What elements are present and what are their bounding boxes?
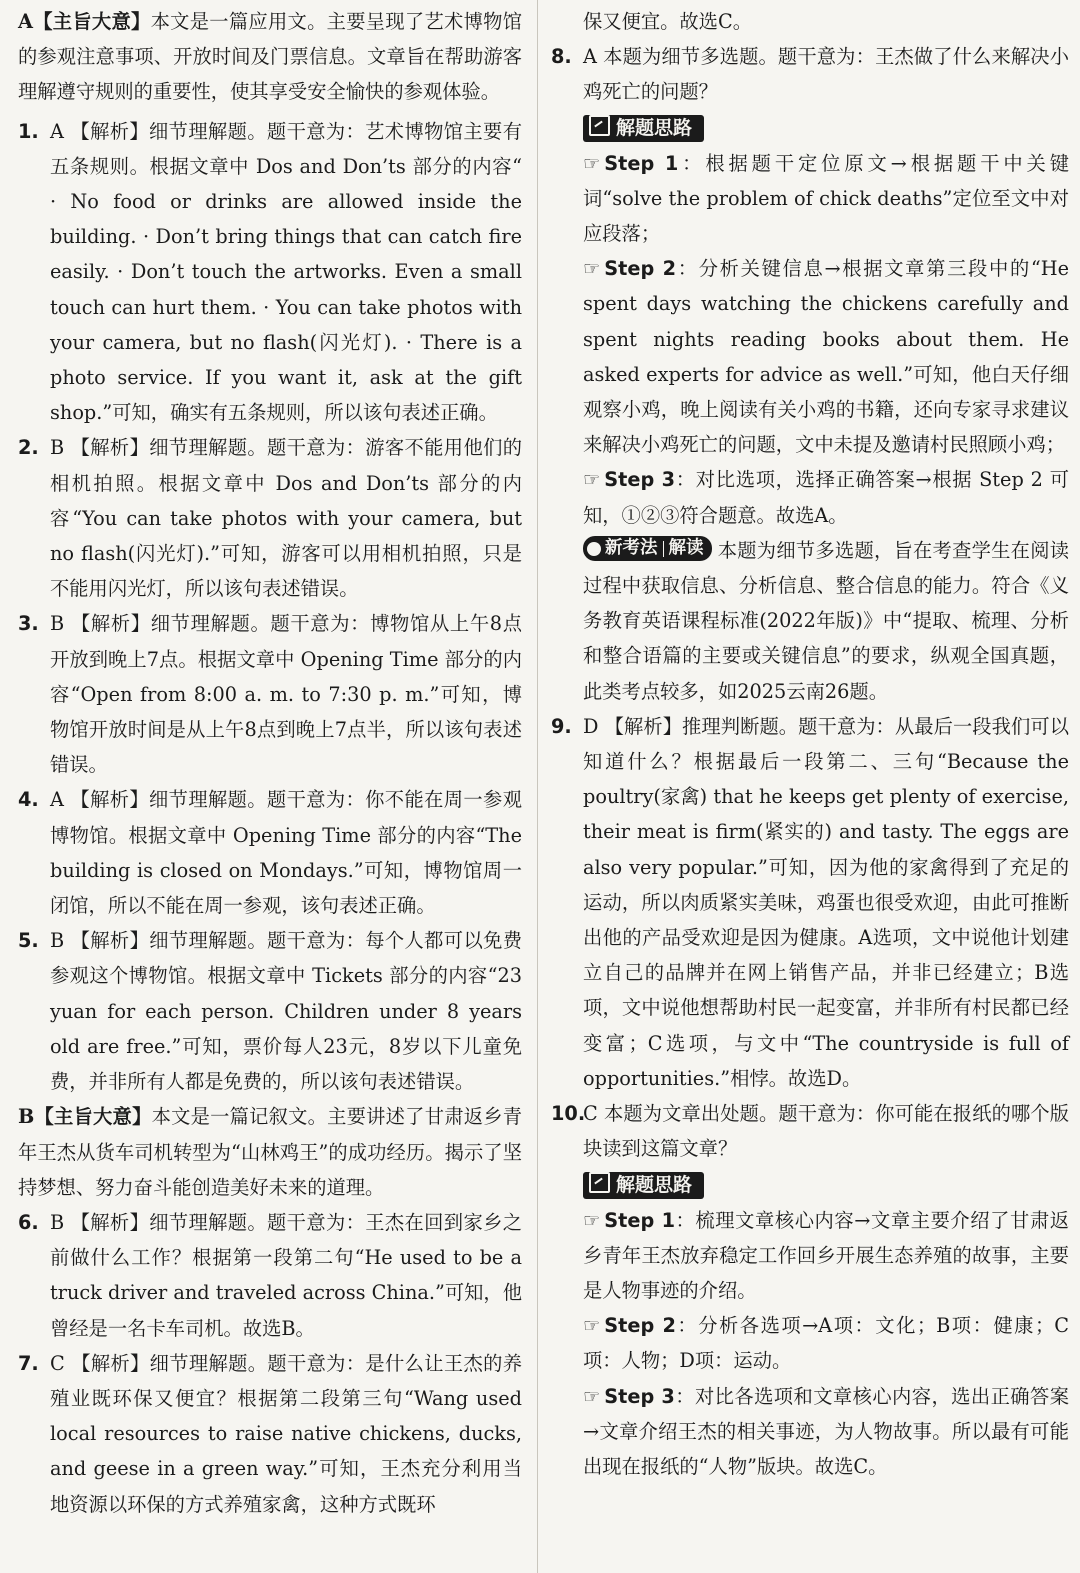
section-b-tag: B【主旨大意】 xyxy=(18,1105,152,1129)
step-3: ☞ Step 3：对比各选项和文章核心内容，选出正确答案→文章介绍王杰的相关事迹，为人物故事。所以最有可能出现在报纸的“人物”版块。故选C。 xyxy=(583,1384,1069,1478)
location-pin-icon xyxy=(587,542,601,556)
item-text: B 【解析】细节理解题。题干意为：每个人都可以免费参观这个博物馆。根据文章中 Tickets 部分的内容“23 yuan for each person. Children under 8 years old are free.”可知，票价每人23元，8岁以下儿童免费，并非所有人都是免费的，所以该句表述错误。 xyxy=(50,929,522,1094)
step-1: ☞ Step 1：根据题干定位原文→根据题干中关键词“solve the problem of chick deaths”定位至文中对应段落； xyxy=(583,151,1069,246)
pointing-hand-icon: ☞ xyxy=(583,1208,601,1232)
item-number: 6. xyxy=(18,1210,39,1234)
step-2: ☞ Step 2：分析关键信息→根据文章第三段中的“He spent days watching the chickens carefully and spent nights reading books about them. He asked experts for advice as well.”可知，他白天仔细观察小鸡，晚上阅读有关小鸡的书籍，还向专家寻求建议来解决小鸡死亡的问题，文中未提及邀请村民照顾小鸡； xyxy=(583,257,1069,457)
answer-item-3 xyxy=(18,606,522,782)
section-a-tag: A【主旨大意】 xyxy=(18,10,151,33)
item-number: 4. xyxy=(18,788,39,812)
step-2: ☞ Step 2：分析各选项→A项：文化；B项：健康；C项：人物；D项：运动。 xyxy=(583,1314,1069,1373)
right-column xyxy=(551,4,1069,1484)
item-number: 9. xyxy=(551,714,572,738)
new-exam-note xyxy=(583,533,1069,709)
item-number: 1. xyxy=(18,119,39,143)
left-column xyxy=(18,4,522,1522)
pointing-hand-icon: ☞ xyxy=(583,257,601,281)
section-b-text: 本文是一篇记叙文。主要讲述了甘肃返乡青年王杰从货车司机转型为“山林鸡王”的成功经历。揭示了坚持梦想、努力奋斗能创造美好未来的道理。 xyxy=(18,1105,523,1199)
answer-item-4 xyxy=(18,782,522,923)
answer-item-6 xyxy=(18,1205,522,1346)
answer-item-10 xyxy=(551,1096,1069,1484)
item-text: A 本题为细节多选题。题干意为：王杰做了什么来解决小鸡死亡的问题？ xyxy=(583,45,1069,104)
pointing-hand-icon: ☞ xyxy=(583,151,601,175)
pointing-hand-icon: ☞ xyxy=(583,1384,601,1408)
answer-item-1 xyxy=(18,114,522,431)
answer-item-7 xyxy=(18,1346,522,1522)
answer-item-5 xyxy=(18,923,522,1099)
item-text: D 【解析】推理判断题。题干意为：从最后一段我们可以知道什么？根据最后一段第二、三句“Because the poultry(家禽) that he keeps get plenty of exercise, their meat is firm(紧实的) and tasty. The eggs are also very popular.”可知，因为他的家禽得到了充足的运动，所以肉质紧实美味，鸡蛋也很受欢迎，由此可推断出他的产品受欢迎是因为健康。A选项，文中说他计划建立自己的品牌并在网上销售产品，并非已经建立；B选项，文中说他想帮助村民一起变富，并非所有村民都已经变富；C选项，与文中“The countryside is full of opportunities.”相悖。故选D。 xyxy=(583,714,1069,1090)
item-text: A 【解析】细节理解题。题干意为：你不能在周一参观博物馆。根据文章中 Opening Time 部分的内容“The building is closed on Mondays.”可知，博物馆周一闭馆，所以不能在周一参观，该句表述正确。 xyxy=(50,788,522,918)
new-exam-badge: 新考法 解读 xyxy=(583,536,712,561)
item-number: 7. xyxy=(18,1351,39,1375)
section-a-summary xyxy=(18,4,522,110)
item-text: B 【解析】细节理解题。题干意为：王杰在回到家乡之前做什么工作？根据第一段第二句“He used to be a truck driver and traveled across China.”可知，他曾经是一名卡车司机。故选B。 xyxy=(50,1210,522,1340)
item-number: 10. xyxy=(551,1102,586,1126)
pencil-note-icon xyxy=(589,115,610,136)
item-number: 5. xyxy=(18,929,39,953)
column-divider xyxy=(537,0,538,1573)
answer-item-2 xyxy=(18,430,522,606)
item-text: B 【解析】细节理解题。题干意为：博物馆从上午8点开放到晚上7点。根据文章中 Opening Time 部分的内容“Open from 8:00 a. m. to 7:30 p. m.”可知，博物馆开放时间是从上午8点到晚上7点半，所以该句表述错误。 xyxy=(50,612,522,777)
pointing-hand-icon: ☞ xyxy=(583,468,601,492)
item-7-continued: 保又便宜。故选C。 xyxy=(583,10,753,33)
item-number: 2. xyxy=(18,436,39,460)
section-a-text: 本文是一篇应用文。主要呈现了艺术博物馆的参观注意事项、开放时间及门票信息。文章旨在帮助游客理解遵守规则的重要性，使其享受安全愉快的参观体验。 xyxy=(18,10,522,104)
step-1: ☞ Step 1：梳理文章核心内容→文章主要介绍了甘肃返乡青年王杰放弃稳定工作回乡开展生态养殖的故事，主要是人物事迹的介绍。 xyxy=(583,1208,1069,1302)
item-text: C 本题为文章出处题。题干意为：你可能在报纸的哪个版块读到这篇文章？ xyxy=(583,1102,1069,1161)
item-text: C 【解析】细节理解题。题干意为：是什么让王杰的养殖业既环保又便宜？根据第二段第三句“Wang used local resources to raise native chickens, ducks, and geese in a green way.”可知，王杰充分利用当地资源以环保的方式养殖家禽，这种方式既环 xyxy=(50,1351,522,1516)
item-number: 8. xyxy=(551,45,572,69)
answer-item-9 xyxy=(551,709,1069,1096)
solution-label: 解题思路 xyxy=(583,1172,704,1199)
step-3: ☞ Step 3：对比选项，选择正确答案→根据 Step 2 可知，①②③符合题意。故选A。 xyxy=(583,468,1069,527)
new-exam-text: 本题为细节多选题，旨在考查学生在阅读过程中获取信息、分析信息、整合信息的能力。符合《义务教育英语课程标准(2022年版)》中“提取、梳理、分析和整合语篇的主要或关键信息”的要求，纵观全国真题，此类考点较多，如2025云南26题。 xyxy=(583,538,1069,703)
pointing-hand-icon: ☞ xyxy=(583,1314,601,1338)
answer-item-8 xyxy=(551,39,1069,709)
item-text: B 【解析】细节理解题。题干意为：游客不能用他们的相机拍照。根据文章中 Dos and Don’ts 部分的内容“You can take photos with your camera, but no flash(闪光灯).”可知，游客可以用相机拍照，只是不能用闪光灯，所以该句表述错误。 xyxy=(50,436,522,601)
solution-label: 解题思路 xyxy=(583,115,704,142)
item-number: 3. xyxy=(18,612,39,636)
section-b-summary xyxy=(18,1099,522,1205)
item-text: A 【解析】细节理解题。题干意为：艺术博物馆主要有五条规则。根据文章中 Dos and Don’ts 部分的内容“ · No food or drinks are allowed inside the building. · Don’t bring things that can catch fire easily. · Don’t touch the artworks. Even a small touch can hurt them. · You can take photos with your camera, but no flash(闪光灯). · There is a photo service. If you want it, ask at the gift shop.”可知，确实有五条规则，所以该句表述正确。 xyxy=(50,119,522,425)
pencil-note-icon xyxy=(589,1172,610,1193)
